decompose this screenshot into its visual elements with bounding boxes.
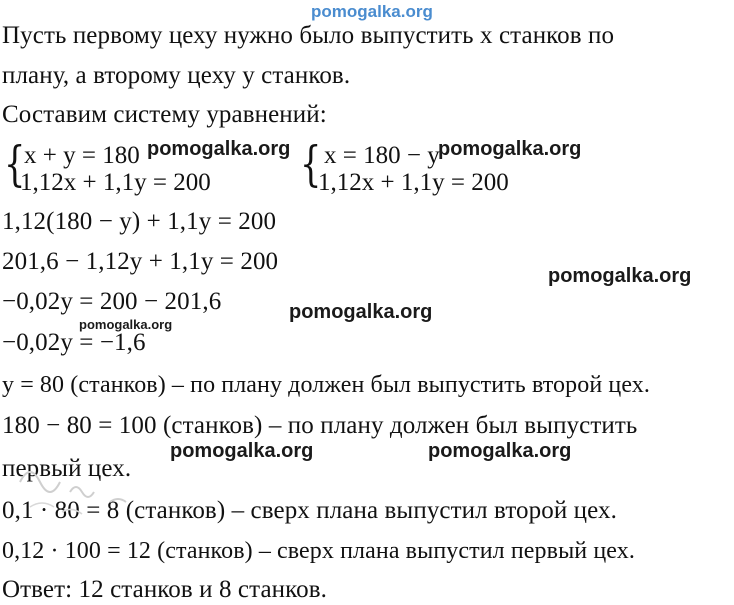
text-line-15: Ответ: 12 станков и 8 станков.: [2, 576, 327, 603]
watermark-overlay-small: pomogalka.org: [79, 317, 173, 332]
system1-eq2: 1,12x + 1,1y = 200: [20, 169, 211, 196]
text-line-10: y = 80 (станков) – по плану должен был выпустить второй цех.: [2, 372, 650, 398]
text-line-14: 0,12 · 100 = 12 (станков) – сверх плана выпустил первый цех.: [2, 538, 635, 564]
system2-eq1: x = 180 − y: [324, 142, 440, 169]
watermark-top: pomogalka.org: [311, 2, 433, 21]
system1-eq1: x + y = 180: [24, 142, 140, 169]
text-line-13: 0,1 · 80 = 8 (станков) – сверх плана выпустил второй цех.: [2, 497, 617, 524]
watermark-overlay-4: pomogalka.org: [289, 301, 433, 323]
scribble-mark: [0, 452, 140, 522]
brace-left-system-1: {: [4, 136, 26, 192]
text-line-11: 180 − 80 = 100 (станков) – по плану должен был выпустить: [2, 412, 638, 439]
text-line-7: 201,6 − 1,12y + 1,1y = 200: [2, 248, 279, 275]
system2-eq2: 1,12x + 1,1y = 200: [318, 169, 509, 196]
text-line-12: первый цех.: [2, 455, 132, 482]
watermark-overlay-2: pomogalka.org: [438, 138, 582, 160]
text-line-3: Составим систему уравнений:: [2, 101, 327, 128]
text-line-6: 1,12(180 − y) + 1,1y = 200: [2, 208, 277, 235]
text-line-8: −0,02y = 200 − 201,6: [2, 288, 222, 315]
text-line-9: −0,02y = −1,6: [2, 329, 146, 356]
text-line-1: Пусть первому цеху нужно было выпустить x станков по: [2, 22, 615, 49]
watermark-overlay-6: pomogalka.org: [428, 440, 572, 462]
watermark-overlay-3: pomogalka.org: [548, 265, 692, 287]
watermark-overlay-1: pomogalka.org: [147, 138, 291, 160]
brace-left-system-2: {: [300, 136, 322, 192]
watermark-overlay-5: pomogalka.org: [170, 440, 314, 462]
text-line-2: плану, а второму цеху y станков.: [2, 62, 351, 89]
